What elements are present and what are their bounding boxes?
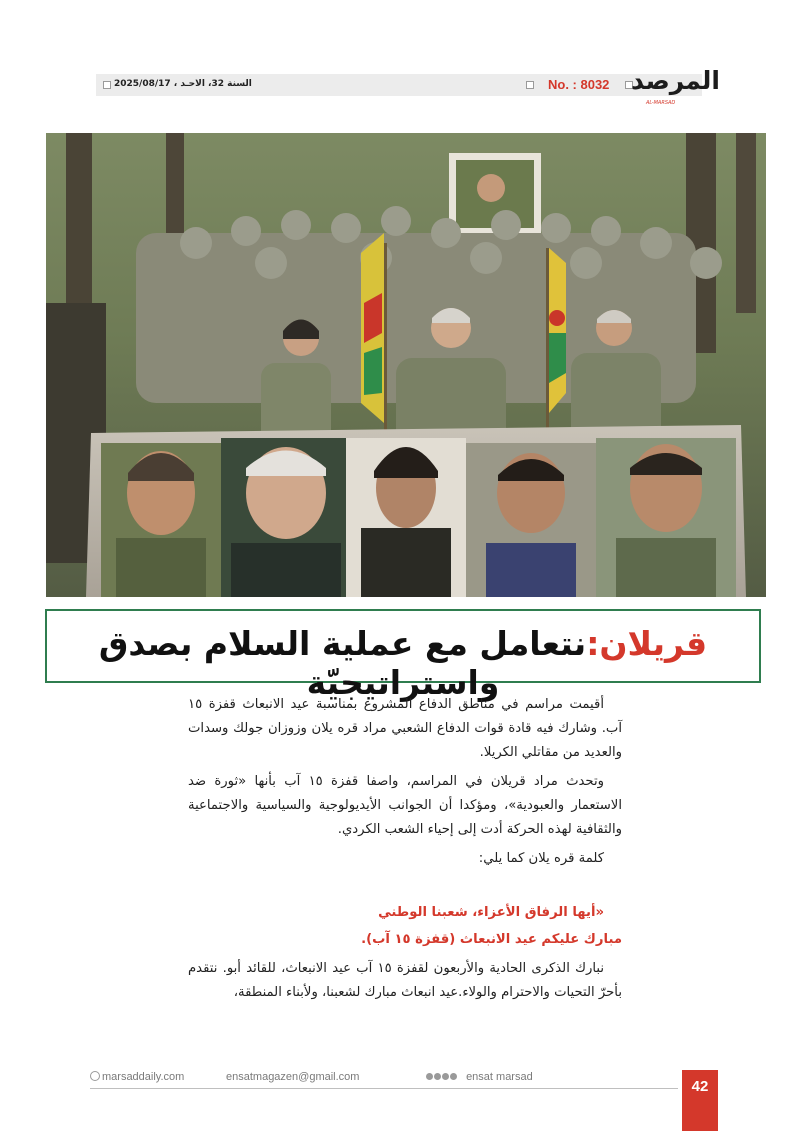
paragraph: نبارك الذكرى الحادية والأربعون لقفزة ١٥ آب عيد الانبعاث، للقائد أبو. نتقدم بأحرّ التحيات والاحترام والولاء.عيد انبعاث مبارك لشعبنا، ولأبناء المنطقة، <box>188 961 622 1000</box>
paragraph: كلمة قره يلان كما يلي: <box>478 851 604 866</box>
youtube-icon <box>442 1073 449 1080</box>
headline-main: نتعامل مع عملية السلام بصدق واستراتيجيّة <box>98 624 587 702</box>
quote-line: «أيها الرفاق الأعزاء، شعبنا الوطني <box>378 905 604 920</box>
publication-logo <box>631 66 720 106</box>
quote-line: مبارك عليكم عيد الانبعاث (قفزة ١٥ آب). <box>361 932 622 947</box>
footer-social[interactable] <box>425 1071 533 1083</box>
article-body <box>188 693 622 1010</box>
website-text: marsaddaily.com <box>102 1071 185 1083</box>
facebook-icon <box>426 1073 433 1080</box>
instagram-icon <box>450 1073 457 1080</box>
footer-email[interactable]: ensatmagazen@gmail.com <box>226 1071 360 1083</box>
headline <box>47 624 759 702</box>
issue-number: No. : 8032 <box>548 77 610 92</box>
logo-subtitle: AL-MARSAD <box>646 100 676 106</box>
photo-illustration <box>46 133 766 597</box>
globe-icon <box>90 1071 100 1081</box>
logo-text: المرصد <box>631 66 720 95</box>
headline-box <box>45 609 761 702</box>
footer-divider <box>90 1088 678 1089</box>
social-handle: ensat marsad <box>466 1071 533 1083</box>
header-bullet-icon <box>526 81 534 89</box>
portraits <box>101 438 736 597</box>
paragraph: وتحدث مراد قريلان في المراسم، واصفا قفزة ١٥ آب بأنها «ثورة ضد الاستعمار والعبودية»، ومؤكدا أن الجوانب الأيديولوجية والسياسية والاجتماعية والثقافية لهذه الحركة أدت إلى إحياء الشعب الكردي. <box>188 774 622 837</box>
header-bullet-icon <box>103 81 111 89</box>
issue-date: السنة 32، الاحـد ، 2025/08/17 <box>114 79 252 89</box>
article-photo <box>46 133 766 597</box>
page-number: 42 <box>682 1070 718 1131</box>
twitter-icon <box>434 1073 441 1080</box>
headline-speaker: قريلان: <box>586 624 708 663</box>
footer-website[interactable] <box>90 1071 184 1083</box>
paragraph: أقيمت مراسم في مناطق الدفاع المشروع بمناسبة عيد الانبعاث قفزة ١٥ آب. وشارك فيه قادة قوات الدفاع الشعبي مراد قره يلان وزوزان جولك وسدات والعديد من مقاتلي الكريلا. <box>188 697 622 760</box>
